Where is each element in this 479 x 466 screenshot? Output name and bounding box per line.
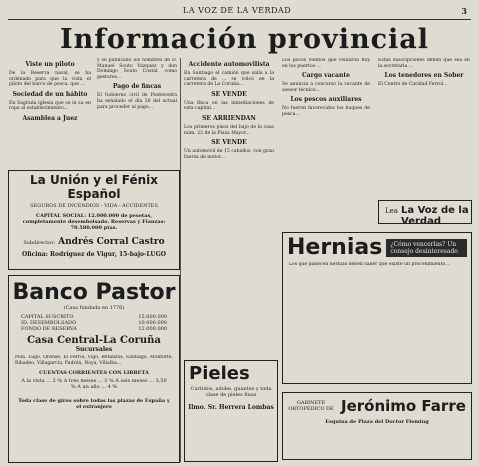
banco-central: Casa Central-La Coruña — [27, 335, 161, 346]
union-title: La Unión y el Fénix Español — [30, 173, 158, 201]
col5-heading-1: Los tenedores en Sober — [384, 72, 464, 80]
column-divider — [180, 58, 181, 462]
col1-text-2: En Sagrada iglesia que se in su en ropa al establecimiento... — [9, 100, 91, 112]
col4-heading-1: Cargo vacante — [302, 72, 350, 80]
hernias-subtitle: ¿Cómo vencerlas? Un consejo desinteresado — [386, 239, 467, 257]
ad-pieles — [184, 360, 278, 462]
col1-heading-3: Asamblea a Juez — [22, 114, 78, 122]
banco-accounts-title: CUENTAS CORRIENTES CON LIBRETA — [39, 370, 149, 377]
la-voz-label: La Voz de la Verdad — [401, 205, 469, 224]
column-5 — [378, 58, 470, 188]
col3-text-4: Un automóvil de 15 caballos, con gran fuerza de motor... — [184, 149, 274, 160]
union-office: Oficina: Rodríguez de Vigur, 15-bajo-LUGO — [21, 251, 167, 258]
col3-heading-1: Accidente automovilista — [188, 61, 270, 68]
col4-text-3: No fueron favorecidos los buques de pesca... — [282, 106, 370, 117]
col3-text-3: Los primeros pisos del bajo de la casa núm. 22 de la Plaza Mayor... — [184, 124, 274, 136]
pieles-body: Curtidos, adobe, guantes y toda clase de pieles finas — [190, 386, 272, 398]
banco-title: Banco Pastor — [12, 280, 176, 305]
ad-lea-la-voz — [378, 200, 472, 224]
ad-union-fenix — [8, 170, 180, 270]
col3-heading-2: SE VENDE — [211, 90, 247, 98]
banco-paid-label: ID. DESEMBOLSADO — [21, 320, 77, 326]
farre-address: Esquina de Plaza del Doctor Fleming — [325, 419, 429, 425]
header-rule — [8, 19, 471, 20]
masthead: LA VOZ DE LA VERDAD — [183, 6, 292, 15]
col1-heading-2: Sociedad de un hábito — [12, 90, 88, 98]
col3-heading-3: SE ARRIENDAN — [202, 114, 256, 122]
col5-text-2: El Centro de Caridad Ferrol... — [378, 82, 448, 88]
union-subdirector-label: Subdirector: — [23, 240, 56, 246]
ad-hernias — [282, 232, 472, 384]
ad-banco-pastor — [8, 275, 180, 463]
banco-paid-value: 10.000.000 — [138, 320, 167, 326]
banco-footer: Toda clase de giros sobre todas las plazas de España y el extranjero — [18, 398, 170, 411]
col2-text-2: El Gobierno civil de Pontevedra ha señalado el día 20 del actual para proceder al pago... — [97, 93, 177, 110]
headline: Información provincial — [60, 24, 430, 55]
banco-capital-label: CAPITAL SUSCRITO — [21, 314, 74, 320]
hernias-title: Hernias — [287, 235, 383, 260]
union-subtitle: SEGUROS DE INCENDIOS - VIDA - ACCIDENTES — [30, 203, 158, 209]
col3-heading-4: SE VENDE — [211, 139, 247, 147]
pieles-title: Pieles — [189, 363, 250, 384]
col5-text-1: Estas suscripciones deben que sea en la secretaria ... — [378, 58, 470, 69]
union-subdirector: Andrés Corral Castro — [58, 237, 165, 247]
pieles-name: Ilmo. Sr. Herrera Lombas — [188, 404, 274, 411]
col3-text-1: En Santiago el camión que salía a la carretera de ... se volcó en la carretera de La Coruña... — [184, 71, 274, 88]
farre-label: GABINETE ORTOPÉDICO DE — [288, 400, 334, 412]
col1-text-1: De la Reserva naval, se ha ordenado para que la vista el piloto del barco de pesca, que ... — [9, 71, 91, 88]
column-1 — [9, 58, 91, 158]
column-4 — [282, 58, 370, 228]
col4-text-2: Se anuncia a concurso la vacante de asesor técnico... — [282, 82, 370, 93]
banco-branches: Pola, Lugo, Orense, El Ferrol, Vigo, Betanzos, Santiago, Monforte, Ribadeo, Villagarcía, Padrón, Noya, Villalba... — [15, 355, 173, 366]
ad-jeronimo-farre — [282, 392, 472, 460]
column-3 — [184, 58, 274, 358]
page-header — [0, 6, 479, 18]
col4-heading-2: Los pescos auxiliares — [290, 96, 362, 104]
banco-founded: (Casa fundada en 1776) — [63, 305, 125, 311]
farre-name: Jerónimo Farre — [341, 397, 466, 415]
col1-heading-1: Viste un piloto — [25, 61, 75, 68]
col2-text-1: y se publicado los nombres de D. Manuel Souto Vazquez y don Domingo Souto Costal, como gestores... — [97, 58, 177, 80]
banco-reserve-value: 12.000.000 — [138, 326, 167, 332]
page-number: 3 — [461, 6, 467, 16]
col3-text-2: Una finca en las inmediaciones de esta capital... — [184, 100, 274, 112]
lea-label: Lea — [385, 207, 398, 215]
column-2 — [97, 58, 177, 158]
banco-accounts: A la vista ... 2 % A tres meses ... 3 % A seis meses ... 3,50 % A un año ... 4 % — [21, 378, 167, 391]
banco-reserve-label: FONDO DE RESERVA — [21, 326, 77, 332]
hernias-body: Los que padecen hernias deben saber que existe un procedimiento... — [289, 262, 450, 267]
col2-heading-1: Pago de fincas — [112, 83, 162, 91]
union-capital: CAPITAL SOCIAL: 12.000.000 de pesetas, completamente desembolsado. Reservas y Fianzas: 70.580.000 ptas. — [22, 213, 166, 231]
banco-capital-value: 15.000.000 — [138, 314, 167, 320]
banco-branches-title: Sucursales — [75, 346, 113, 353]
col4-text-1: Los pocos vientos que reinaron hoy en los puertos ... — [282, 58, 370, 69]
